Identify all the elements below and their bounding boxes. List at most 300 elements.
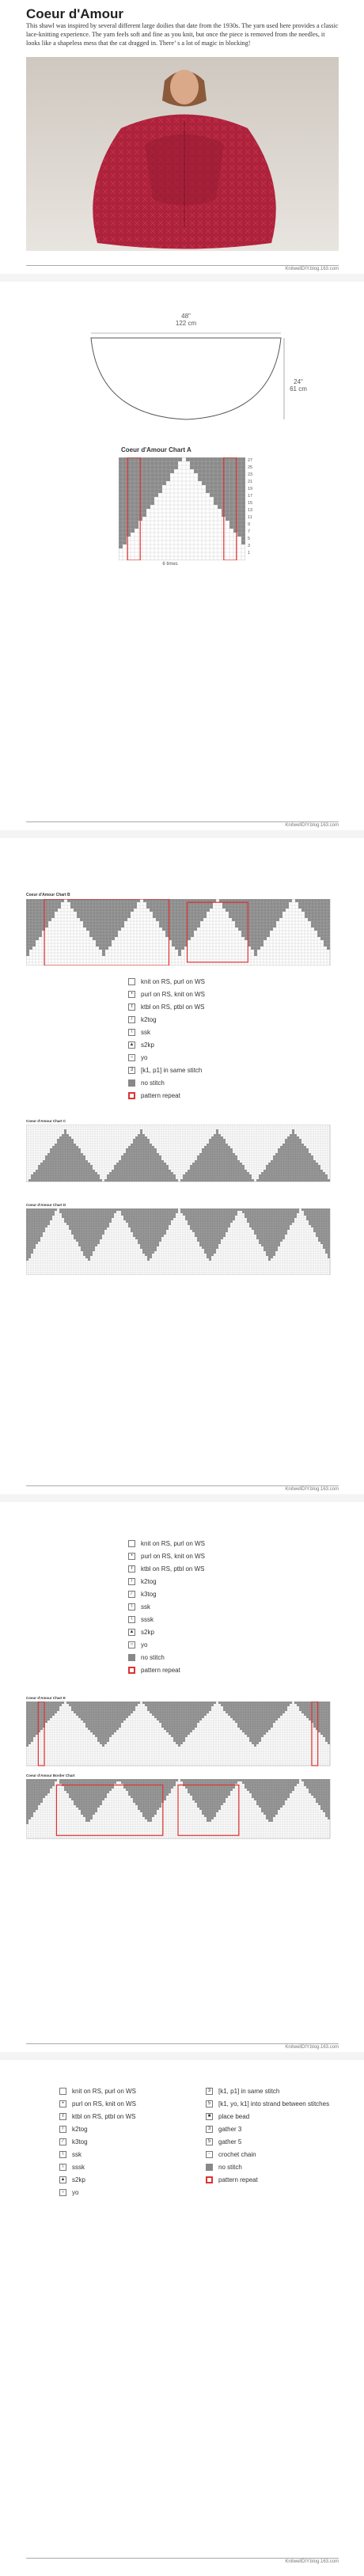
- no-stitch-cell: [123, 1172, 126, 1174]
- no-stitch-cell: [273, 921, 276, 924]
- no-stitch-cell: [245, 924, 248, 928]
- no-stitch-cell: [83, 1167, 85, 1170]
- no-stitch-cell: [138, 1223, 140, 1225]
- no-stitch-cell: [154, 1160, 157, 1163]
- no-stitch-cell: [242, 1167, 245, 1170]
- no-stitch-cell: [74, 1706, 76, 1709]
- no-stitch-cell: [197, 1225, 199, 1227]
- no-stitch-cell: [38, 1174, 40, 1177]
- no-stitch-cell: [140, 1237, 142, 1239]
- no-stitch-cell: [83, 912, 86, 915]
- no-stitch-cell: [209, 1211, 211, 1213]
- no-stitch-cell: [327, 943, 330, 947]
- no-stitch-cell: [135, 521, 138, 525]
- no-stitch-cell: [216, 1144, 218, 1146]
- no-stitch-cell: [142, 1144, 145, 1146]
- no-stitch-cell: [100, 1709, 102, 1711]
- no-stitch-cell: [188, 915, 191, 918]
- no-stitch-cell: [38, 1216, 40, 1218]
- no-stitch-cell: [69, 1702, 71, 1704]
- no-stitch-cell: [235, 1165, 237, 1167]
- no-stitch-cell: [266, 1211, 268, 1213]
- no-stitch-cell: [259, 1174, 261, 1177]
- no-stitch-cell: [287, 1213, 290, 1216]
- no-stitch-cell: [131, 513, 135, 517]
- no-stitch-cell: [38, 1170, 40, 1172]
- no-stitch-cell: [38, 1220, 40, 1223]
- no-stitch-cell: [26, 1208, 28, 1211]
- no-stitch-cell: [209, 1139, 211, 1141]
- no-stitch-cell: [131, 1177, 133, 1179]
- no-stitch-cell: [183, 1213, 185, 1216]
- no-stitch-cell: [74, 1220, 76, 1223]
- no-stitch-cell: [64, 1141, 66, 1144]
- no-stitch-cell: [221, 1218, 223, 1220]
- no-stitch-cell: [256, 1235, 259, 1237]
- no-stitch-cell: [102, 1716, 104, 1718]
- no-stitch-cell: [50, 1158, 52, 1160]
- no-stitch-cell: [59, 1155, 62, 1158]
- no-stitch-cell: [271, 1218, 273, 1220]
- no-stitch-cell: [97, 1242, 100, 1244]
- no-stitch-cell: [237, 497, 241, 501]
- no-stitch-cell: [254, 899, 257, 902]
- no-stitch-cell: [197, 1220, 199, 1223]
- no-stitch-cell: [316, 1220, 318, 1223]
- no-stitch-cell: [175, 940, 178, 943]
- no-stitch-cell: [192, 1167, 195, 1170]
- no-stitch-cell: [26, 1706, 28, 1709]
- no-stitch-cell: [145, 1141, 147, 1144]
- no-stitch-cell: [40, 1223, 43, 1225]
- no-stitch-cell: [115, 909, 118, 912]
- no-stitch-cell: [229, 501, 233, 505]
- no-stitch-cell: [102, 1223, 104, 1225]
- no-stitch-cell: [199, 1167, 202, 1170]
- no-stitch-cell: [290, 1172, 292, 1174]
- no-stitch-cell: [142, 1148, 145, 1151]
- no-stitch-cell: [118, 912, 121, 915]
- no-stitch-cell: [211, 1223, 214, 1225]
- no-stitch-cell: [78, 1230, 81, 1232]
- no-stitch-cell: [97, 1216, 100, 1218]
- no-stitch-cell: [145, 1246, 147, 1249]
- no-stitch-cell: [229, 485, 233, 489]
- chart-d-title: Coeur d'Amour Chart D: [26, 1203, 66, 1207]
- no-stitch-cell: [190, 1208, 192, 1211]
- no-stitch-cell: [218, 505, 222, 509]
- no-stitch-cell: [280, 1220, 282, 1223]
- no-stitch-cell: [138, 1148, 140, 1151]
- no-stitch-cell: [128, 1220, 131, 1223]
- no-stitch-cell: [264, 1239, 266, 1242]
- no-stitch-cell: [292, 1167, 294, 1170]
- no-stitch-cell: [247, 1218, 249, 1220]
- no-stitch-cell: [158, 461, 162, 465]
- no-stitch-cell: [259, 1232, 261, 1235]
- no-stitch-cell: [280, 1235, 282, 1237]
- no-stitch-cell: [299, 1148, 301, 1151]
- no-stitch-cell: [133, 1220, 135, 1223]
- no-stitch-cell: [311, 1220, 313, 1223]
- no-stitch-cell: [83, 1174, 85, 1177]
- no-stitch-cell: [55, 1179, 57, 1182]
- no-stitch-cell: [50, 1216, 52, 1218]
- no-stitch-cell: [299, 1158, 301, 1160]
- no-stitch-cell: [313, 1216, 316, 1218]
- no-stitch-cell: [162, 909, 165, 912]
- no-stitch-cell: [45, 1709, 47, 1711]
- no-stitch-cell: [202, 1158, 204, 1160]
- no-stitch-cell: [102, 915, 105, 918]
- no-stitch-cell: [109, 1174, 112, 1177]
- no-stitch-cell: [107, 1706, 109, 1709]
- no-stitch-cell: [47, 1153, 50, 1155]
- no-stitch-cell: [85, 1718, 88, 1720]
- no-stitch-cell: [102, 1216, 104, 1218]
- no-stitch-cell: [32, 928, 36, 931]
- no-stitch-cell: [28, 1239, 31, 1242]
- no-stitch-cell: [314, 902, 317, 905]
- no-stitch-cell: [237, 1208, 240, 1211]
- no-stitch-cell: [190, 1170, 192, 1172]
- no-stitch-cell: [254, 909, 257, 912]
- no-stitch-cell: [267, 912, 270, 915]
- no-stitch-cell: [83, 1177, 85, 1179]
- no-stitch-cell: [261, 1172, 264, 1174]
- no-stitch-cell: [245, 909, 248, 912]
- no-stitch-cell: [154, 1232, 157, 1235]
- no-stitch-cell: [270, 912, 273, 915]
- no-stitch-cell: [204, 1170, 207, 1172]
- no-stitch-cell: [40, 1720, 43, 1723]
- no-stitch-cell: [123, 1177, 126, 1179]
- no-stitch-cell: [245, 1208, 247, 1211]
- no-stitch-cell: [323, 1246, 325, 1249]
- no-stitch-cell: [131, 1151, 133, 1153]
- no-stitch-cell: [59, 1144, 62, 1146]
- no-stitch-cell: [207, 1235, 209, 1237]
- no-stitch-cell: [142, 1134, 145, 1136]
- no-stitch-cell: [181, 918, 184, 921]
- no-stitch-cell: [26, 1720, 28, 1723]
- no-stitch-cell: [59, 1174, 62, 1177]
- no-stitch-cell: [214, 1167, 216, 1170]
- no-stitch-cell: [43, 1227, 45, 1230]
- no-stitch-cell: [145, 1239, 147, 1242]
- row-number: 5: [248, 537, 251, 541]
- no-stitch-cell: [241, 481, 245, 485]
- no-stitch-cell: [36, 1702, 38, 1704]
- no-stitch-cell: [52, 1146, 55, 1148]
- no-stitch-cell: [229, 909, 232, 912]
- no-stitch-cell: [285, 1148, 287, 1151]
- page-gap: [0, 274, 364, 282]
- no-stitch-cell: [216, 1177, 218, 1179]
- no-stitch-cell: [43, 1174, 45, 1177]
- no-stitch-cell: [85, 1172, 88, 1174]
- no-stitch-cell: [271, 1174, 273, 1177]
- no-stitch-cell: [45, 1216, 47, 1218]
- no-stitch-cell: [85, 1725, 88, 1728]
- no-stitch-cell: [191, 899, 194, 902]
- no-stitch-cell: [142, 1218, 145, 1220]
- no-stitch-cell: [324, 905, 327, 909]
- no-stitch-cell: [32, 921, 36, 924]
- no-stitch-cell: [323, 1230, 325, 1232]
- no-stitch-cell: [93, 1242, 95, 1244]
- no-stitch-cell: [273, 918, 276, 921]
- no-stitch-cell: [76, 1172, 78, 1174]
- no-stitch-cell: [93, 921, 96, 924]
- no-stitch-cell: [216, 1129, 218, 1132]
- no-stitch-cell: [247, 1220, 249, 1223]
- no-stitch-cell: [52, 1158, 55, 1160]
- no-stitch-cell: [97, 1730, 100, 1732]
- no-stitch-cell: [142, 493, 146, 497]
- no-stitch-cell: [218, 1177, 221, 1179]
- no-stitch-cell: [133, 1227, 135, 1230]
- no-stitch-cell: [93, 1227, 95, 1230]
- no-stitch-cell: [233, 1158, 235, 1160]
- no-stitch-cell: [36, 1706, 38, 1709]
- no-stitch-cell: [43, 1213, 45, 1216]
- no-stitch-cell: [203, 912, 207, 915]
- no-stitch-cell: [62, 1213, 64, 1216]
- no-stitch-cell: [97, 1739, 100, 1742]
- no-stitch-cell: [282, 1172, 285, 1174]
- no-stitch-cell: [323, 1211, 325, 1213]
- no-stitch-cell: [216, 1246, 218, 1249]
- no-stitch-cell: [267, 902, 270, 905]
- no-stitch-cell: [280, 1172, 282, 1174]
- no-stitch-cell: [328, 1230, 330, 1232]
- no-stitch-cell: [290, 1144, 292, 1146]
- no-stitch-cell: [313, 1213, 316, 1216]
- no-stitch-cell: [50, 1704, 52, 1706]
- no-stitch-cell: [166, 1208, 169, 1211]
- no-stitch-cell: [209, 1163, 211, 1165]
- no-stitch-cell: [214, 1213, 216, 1216]
- no-stitch-cell: [204, 1251, 207, 1254]
- no-stitch-cell: [256, 1225, 259, 1227]
- no-stitch-cell: [325, 1220, 328, 1223]
- no-stitch-cell: [26, 1251, 28, 1254]
- no-stitch-cell: [162, 905, 165, 909]
- no-stitch-cell: [325, 1230, 328, 1232]
- no-stitch-cell: [309, 1220, 311, 1223]
- no-stitch-cell: [142, 1244, 145, 1246]
- no-stitch-cell: [55, 1146, 57, 1148]
- no-stitch-cell: [268, 1227, 271, 1230]
- no-stitch-cell: [206, 489, 210, 493]
- no-stitch-cell: [140, 1139, 142, 1141]
- no-stitch-cell: [204, 1249, 207, 1251]
- no-stitch-cell: [100, 1237, 102, 1239]
- no-stitch-cell: [83, 1246, 85, 1249]
- no-stitch-cell: [159, 1163, 161, 1165]
- no-stitch-cell: [327, 909, 330, 912]
- no-stitch-cell: [197, 1239, 199, 1242]
- no-stitch-cell: [97, 1728, 100, 1730]
- no-stitch-cell: [282, 1167, 285, 1170]
- no-stitch-cell: [308, 918, 311, 921]
- no-stitch-cell: [268, 1246, 271, 1249]
- no-stitch-cell: [128, 1172, 131, 1174]
- no-stitch-cell: [90, 1249, 93, 1251]
- no-stitch-cell: [123, 505, 127, 509]
- no-stitch-cell: [235, 1155, 237, 1158]
- no-stitch-cell: [287, 1146, 290, 1148]
- no-stitch-cell: [254, 1213, 256, 1216]
- no-stitch-cell: [90, 1208, 93, 1211]
- no-stitch-cell: [257, 934, 260, 937]
- no-stitch-cell: [169, 1172, 171, 1174]
- no-stitch-cell: [119, 1163, 121, 1165]
- no-stitch-cell: [126, 1167, 128, 1170]
- no-stitch-cell: [128, 1170, 131, 1172]
- no-stitch-cell: [327, 931, 330, 934]
- no-stitch-cell: [241, 537, 245, 541]
- legend-symbol: ▲: [129, 1042, 135, 1047]
- no-stitch-cell: [304, 1170, 306, 1172]
- no-stitch-cell: [90, 1709, 93, 1711]
- no-stitch-cell: [107, 1728, 109, 1730]
- no-stitch-cell: [207, 1251, 209, 1254]
- no-stitch-cell: [154, 1208, 157, 1211]
- no-stitch-cell: [226, 1225, 228, 1227]
- no-stitch-cell: [273, 1211, 275, 1213]
- chart-b-grid: [26, 899, 331, 966]
- no-stitch-cell: [318, 1239, 320, 1242]
- no-stitch-cell: [102, 931, 105, 934]
- no-stitch-cell: [59, 1172, 62, 1174]
- no-stitch-cell: [197, 918, 200, 921]
- no-stitch-cell: [264, 915, 267, 918]
- no-stitch-cell: [275, 1232, 278, 1235]
- no-stitch-cell: [257, 928, 260, 931]
- no-stitch-cell: [282, 1165, 285, 1167]
- no-stitch-cell: [99, 937, 102, 940]
- no-stitch-cell: [270, 924, 273, 928]
- no-stitch-cell: [270, 902, 273, 905]
- no-stitch-cell: [28, 1732, 31, 1735]
- no-stitch-cell: [102, 902, 105, 905]
- no-stitch-cell: [204, 1237, 207, 1239]
- no-stitch-cell: [71, 1704, 74, 1706]
- no-stitch-cell: [214, 1155, 216, 1158]
- no-stitch-cell: [172, 921, 175, 924]
- no-stitch-cell: [294, 1208, 297, 1211]
- no-stitch-cell: [195, 1232, 197, 1235]
- no-stitch-cell: [33, 1725, 36, 1728]
- row-number: 1: [248, 551, 251, 556]
- no-stitch-cell: [270, 905, 273, 909]
- no-stitch-cell: [221, 1136, 223, 1139]
- no-stitch-cell: [275, 1177, 278, 1179]
- no-stitch-cell: [96, 912, 99, 915]
- no-stitch-cell: [150, 1163, 152, 1165]
- no-stitch-cell: [242, 1165, 245, 1167]
- no-stitch-cell: [33, 1244, 36, 1246]
- no-stitch-cell: [199, 1220, 202, 1223]
- no-stitch-cell: [59, 1177, 62, 1179]
- no-stitch-cell: [26, 1242, 28, 1244]
- no-stitch-cell: [118, 909, 121, 912]
- no-stitch-cell: [116, 1163, 119, 1165]
- no-stitch-cell: [45, 1158, 47, 1160]
- no-stitch-cell: [102, 1739, 104, 1742]
- no-stitch-cell: [133, 1155, 135, 1158]
- no-stitch-cell: [313, 1163, 316, 1165]
- no-stitch-cell: [211, 1242, 214, 1244]
- no-stitch-cell: [195, 1167, 197, 1170]
- no-stitch-cell: [264, 1225, 266, 1227]
- no-stitch-cell: [104, 1216, 107, 1218]
- no-stitch-cell: [90, 1174, 93, 1177]
- no-stitch-cell: [207, 1223, 209, 1225]
- no-stitch-cell: [311, 905, 314, 909]
- no-stitch-cell: [245, 931, 248, 934]
- no-stitch-cell: [150, 1232, 152, 1235]
- no-stitch-cell: [299, 1167, 301, 1170]
- legend-item: [128, 1537, 205, 1550]
- no-stitch-cell: [83, 1155, 85, 1158]
- no-stitch-cell: [154, 1225, 157, 1227]
- no-stitch-cell: [294, 1148, 297, 1151]
- no-stitch-cell: [146, 473, 150, 477]
- no-stitch-cell: [93, 1208, 95, 1211]
- no-stitch-cell: [78, 1702, 81, 1704]
- no-stitch-cell: [159, 1235, 161, 1237]
- no-stitch-cell: [197, 1167, 199, 1170]
- no-stitch-cell: [194, 924, 197, 928]
- no-stitch-cell: [264, 1227, 266, 1230]
- no-stitch-cell: [39, 921, 42, 924]
- no-stitch-cell: [218, 1158, 221, 1160]
- no-stitch-cell: [285, 1208, 287, 1211]
- no-stitch-cell: [199, 1230, 202, 1232]
- no-stitch-cell: [131, 1225, 133, 1227]
- no-stitch-cell: [81, 1230, 83, 1232]
- no-stitch-cell: [119, 473, 123, 477]
- no-stitch-cell: [108, 902, 112, 905]
- no-stitch-cell: [126, 1174, 128, 1177]
- no-stitch-cell: [164, 1223, 166, 1225]
- no-stitch-cell: [280, 1167, 282, 1170]
- no-stitch-cell: [249, 1179, 252, 1182]
- no-stitch-cell: [138, 1153, 140, 1155]
- no-stitch-cell: [135, 1146, 138, 1148]
- no-stitch-cell: [78, 1170, 81, 1172]
- no-stitch-cell: [131, 1218, 133, 1220]
- no-stitch-cell: [83, 1160, 85, 1163]
- no-stitch-cell: [55, 902, 58, 905]
- no-stitch-cell: [128, 1153, 131, 1155]
- no-stitch-cell: [173, 1208, 176, 1211]
- no-stitch-cell: [121, 918, 124, 921]
- no-stitch-cell: [28, 1237, 31, 1239]
- no-stitch-cell: [142, 1158, 145, 1160]
- no-stitch-cell: [145, 1179, 147, 1182]
- no-stitch-cell: [195, 1160, 197, 1163]
- no-stitch-cell: [232, 918, 235, 921]
- no-stitch-cell: [197, 1177, 199, 1179]
- no-stitch-cell: [150, 1208, 152, 1211]
- no-stitch-cell: [230, 1167, 233, 1170]
- no-stitch-cell: [306, 1216, 309, 1218]
- no-stitch-cell: [197, 1158, 199, 1160]
